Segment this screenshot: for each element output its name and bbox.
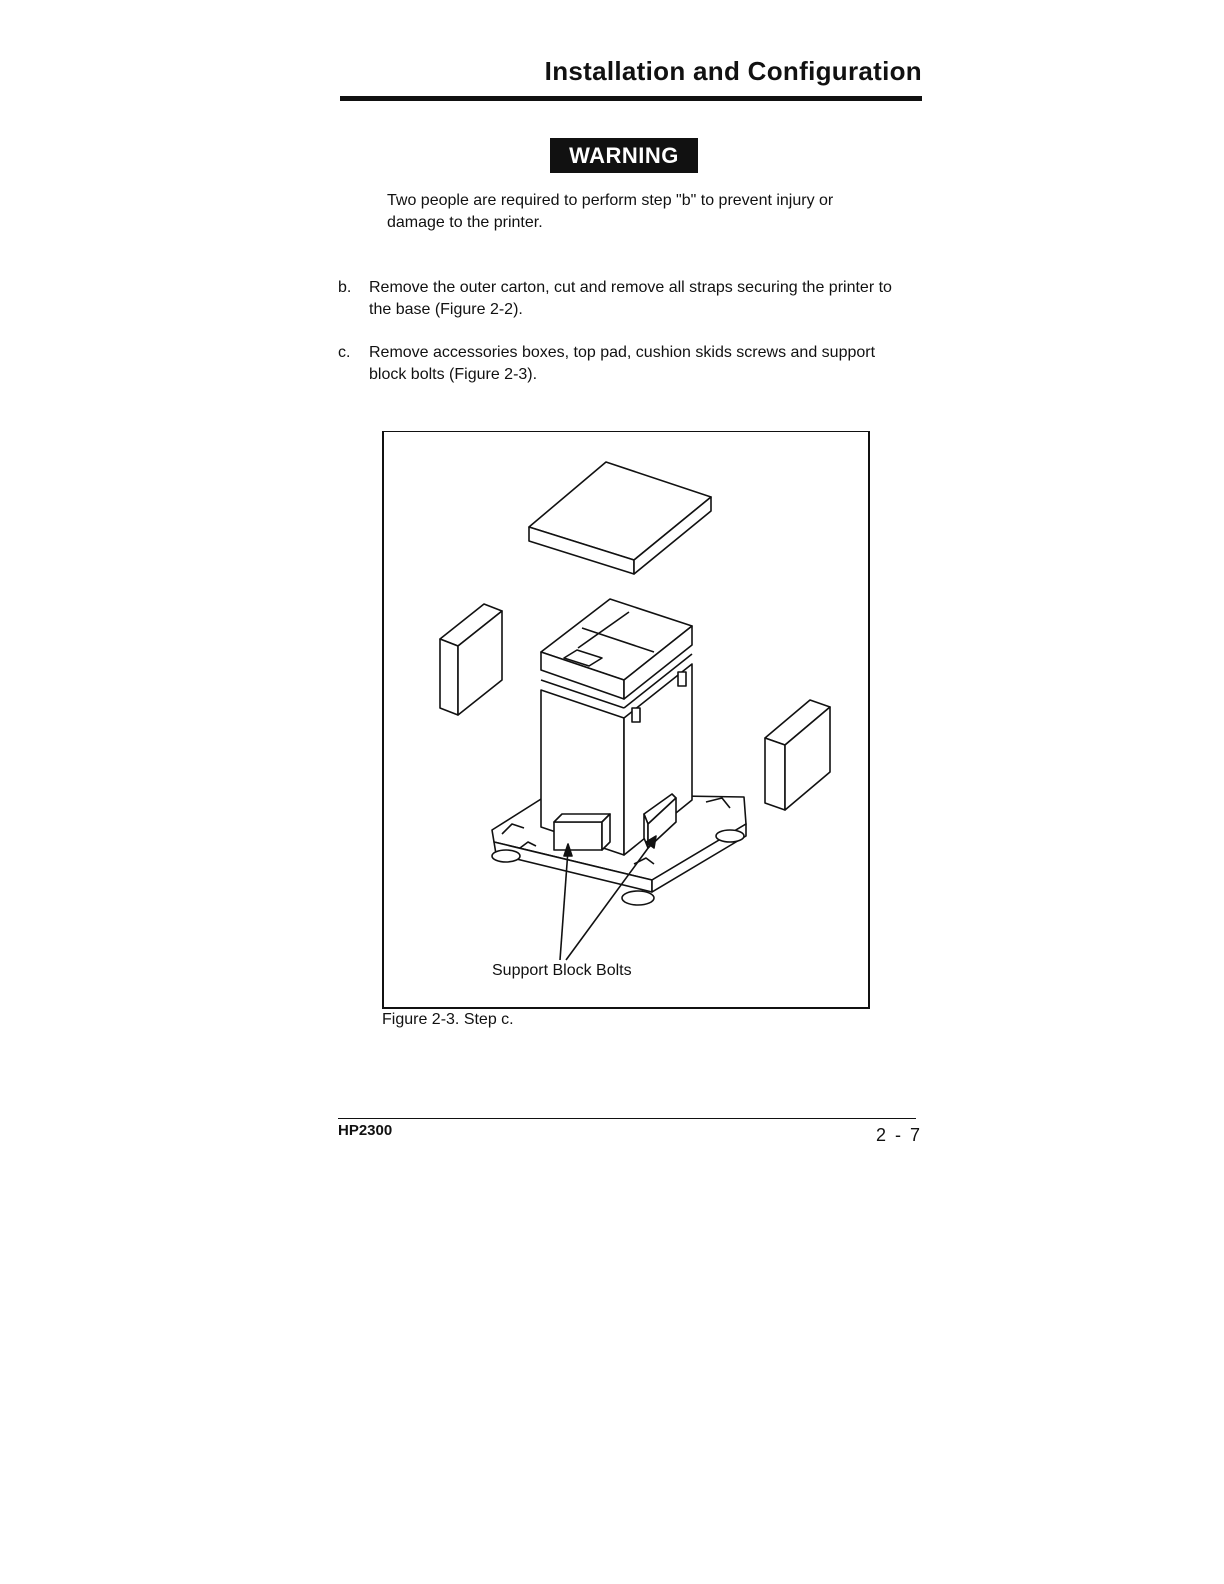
figure-caption: Figure 2-3. Step c. xyxy=(382,1011,514,1028)
step-letter: c. xyxy=(338,344,351,361)
step-letter: b. xyxy=(338,279,352,296)
figure-2-3 xyxy=(382,431,870,1009)
left-accessory-box-illustration xyxy=(440,604,502,715)
warning-badge: WARNING xyxy=(550,138,698,173)
top-pad-illustration xyxy=(529,462,711,574)
title-rule xyxy=(340,96,922,101)
printer-unpacking-illustration xyxy=(384,432,872,1010)
footer-rule xyxy=(338,1118,916,1119)
section-title: Installation and Configuration xyxy=(544,56,922,86)
warning-text: Two people are required to perform step "b" to prevent injury or damage to the printer. xyxy=(387,192,834,231)
footer-model: HP2300 xyxy=(338,1122,393,1139)
page-number: 2 - 7 xyxy=(876,1125,923,1145)
step-b xyxy=(338,277,898,321)
support-block-bolts-label: Support Block Bolts xyxy=(492,962,632,979)
step-c xyxy=(338,342,898,386)
step-text: Remove accessories boxes, top pad, cushion skids screws and support block bolts (Figure 2-3). xyxy=(369,344,876,383)
step-text: Remove the outer carton, cut and remove all straps securing the printer to the base (Figure 2-2). xyxy=(369,279,892,318)
right-accessory-box-illustration xyxy=(765,700,830,810)
